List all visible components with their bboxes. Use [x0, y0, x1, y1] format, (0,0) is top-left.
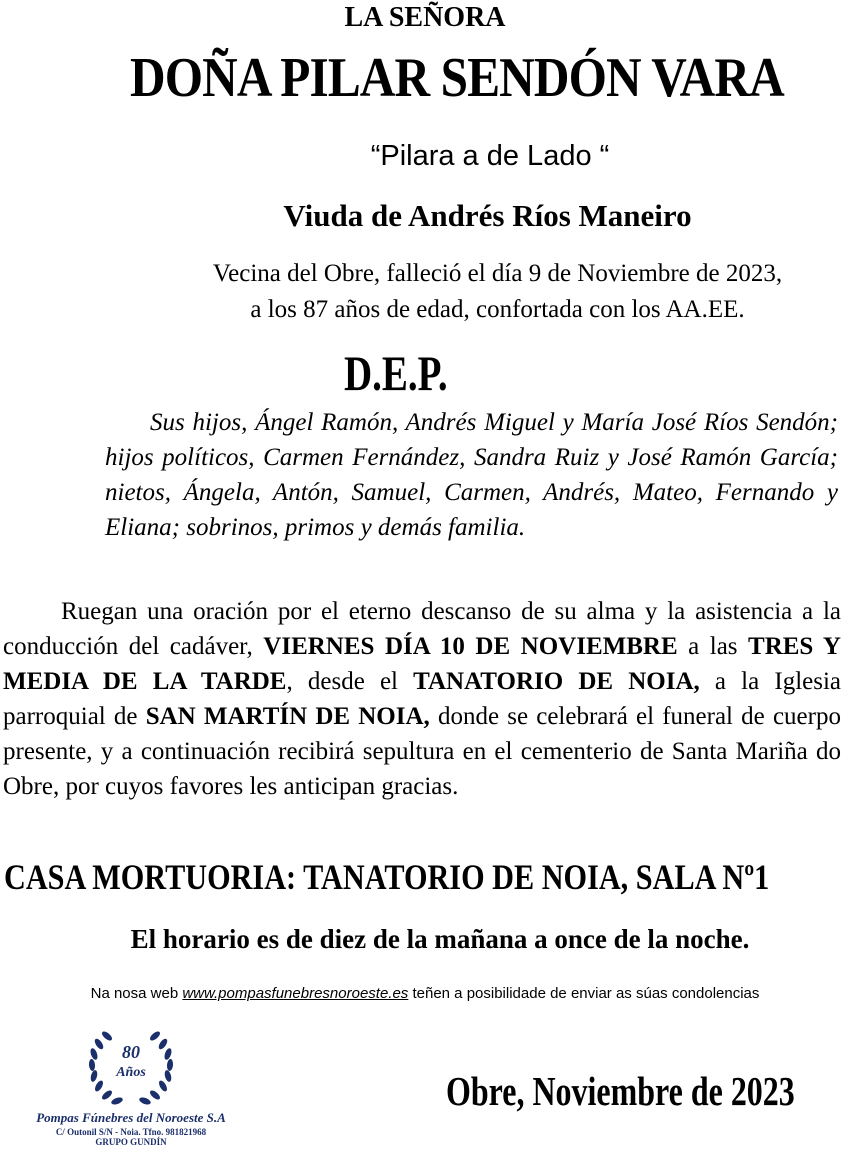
title-prefix: LA SEÑORA [344, 2, 506, 33]
widow-of: Viuda de Andrés Ríos Maneiro [283, 198, 692, 233]
body-bold-time: TRES Y MEDIA DE LA TARDE [3, 633, 841, 695]
casa-mortuoria: CASA MORTUORIA: TANATORIO DE NOIA, SALA Nº1 [4, 857, 770, 897]
website-link[interactable]: www.pompasfunebresnoroeste.es [182, 985, 409, 1002]
web-notice [0, 985, 850, 1002]
logo-number: 80 [122, 1042, 140, 1062]
ceremony-paragraph [3, 594, 841, 804]
body-text-1: Ruegan una oración por el eterno descanso de su alma y la asistencia a la conducción del cadáver, [3, 598, 841, 660]
body-bold-origin: TANATORIO DE NOIA, [413, 668, 700, 695]
body-text-2: a las [677, 633, 749, 660]
company-address: C/ Outonil S/N - Noia. Tfno. 981821968 [55, 1127, 207, 1137]
place-date: Obre, Noviembre de 2023 [446, 1068, 795, 1114]
death-line-2: a los 87 años de edad, confortada con los AA.EE. [250, 296, 745, 323]
logo-years: Años [116, 1065, 146, 1080]
family-paragraph: Sus hijos, Ángel Ramón, Andrés Miguel y María José Ríos Sendón; hijos políticos, Carmen Fernández, Sandra Ruiz y José Ramón García; nietos, Ángela, Antón, Samuel, Carmen, Andrés, Mateo, Fernando y Eliana; sobrinos, primos y demás familia. [105, 409, 838, 541]
body-bold-church: SAN MARTÍN DE NOIA, [145, 703, 430, 730]
death-details [0, 256, 850, 328]
company-info [0, 1110, 262, 1147]
body-bold-date: VIERNES DÍA 10 DE NOVIEMBRE [263, 633, 678, 660]
web-prefix: Na nosa web [90, 985, 183, 1002]
death-line-1: Vecina del Obre, falleció el día 9 de Noviembre de 2023, [212, 260, 783, 287]
deceased-name: DOÑA PILAR SENDÓN VARA [130, 47, 784, 109]
dep-heading: D.E.P. [344, 345, 448, 401]
anniversary-logo [87, 1026, 175, 1110]
body-text-5: donde se celebrará el funeral de cuerpo presente, y a continuación recibirá sepultura en el cementerio de Santa Mariña do Obre, por cuyos favores les anticipan gracias. [3, 703, 841, 800]
body-text-3: , desde el [286, 668, 414, 695]
body-text-4: a la Iglesia parroquial de [3, 668, 842, 730]
web-suffix: teñen a posibilidade de enviar as súas condolencias [408, 985, 760, 1002]
company-group: GRUPO GUNDÍN [95, 1137, 167, 1147]
company-name: Pompas Fúnebres del Noroeste S.A [36, 1110, 226, 1125]
visiting-hours: El horario es de diez de la mañana a once de la noche. [130, 924, 750, 954]
nickname: “Pilara a de Lado “ [370, 140, 610, 172]
